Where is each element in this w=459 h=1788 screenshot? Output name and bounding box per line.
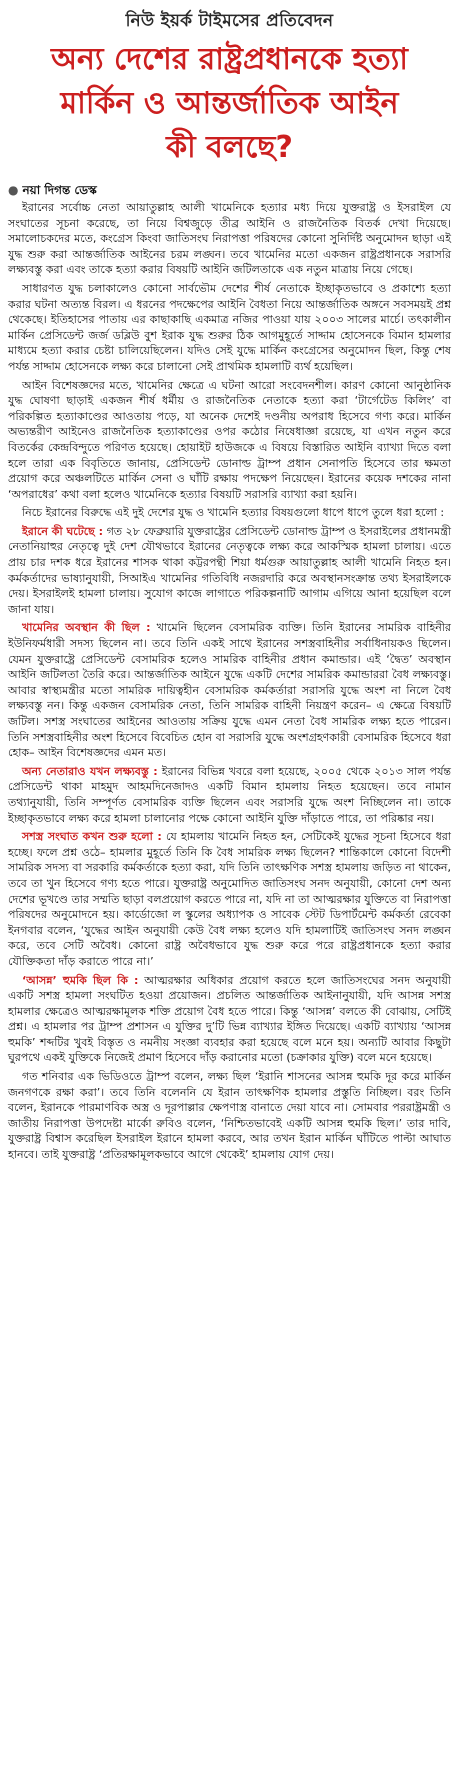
subheading: অন্য নেতারাও যখন লক্ষ্যবস্তু : [22, 764, 158, 778]
subheading: সশস্ত্র সংঘাত কখন শুরু হলো : [22, 830, 162, 844]
section-text: আত্মরক্ষার অধিকার প্রয়োগ করতে হলে জাতিসংঘের সনদ অনুযায়ী একটি সশস্ত্র হামলা সংঘটিত হওয়া প্রয়োজন। প্রচলিত আন্তর্জাতিক আইনানুযায়ী, যদি আসন্ন সশস্ত্র হামলার ক্ষেত্রেও আত্মরক্ষামূলক শক্তি প্রয়োগ বৈধ হতে পারে। কিন্তু ‘আসন্ন’ বলতে কী বোঝায়, সেটিই প্রশ্ন। এ হামলার পর ট্রাম্প প্রশাসন এ যুক্তির দু’টি ভিন্ন ব্যাখ্যার ইঙ্গিত দিয়েছে। একটি ব্যাখ্যায় ‘আসন্ন হুমকি’ শব্দটির খুবই বিস্তৃত ও নমনীয় সংজ্ঞা ব্যবহার করা হয়েছে বলে মনে হয়। অন্যটি আবার কিছুটা ঘুরপথে একই যুক্তিকে নিজেই প্রমাণ হিসেবে দাঁড় করানোর মতো (চক্রাকার যুক্তি) বলে মনে হয়েছে। [8, 973, 452, 1065]
section-what-happened [8, 524, 451, 618]
bullet-icon: ● [8, 183, 19, 197]
section-text: খামেনি ছিলেন বেসামরিক ব্যক্তি। তিনি ইরানের সামরিক বাহিনীর ইউনিফর্মধারী সদস্য ছিলেন না। তবে তিনি একই সাথে ইরানের সশস্ত্রবাহিনীর সর্বাধিনায়কও ছিলেন। যেমন যুক্তরাষ্ট্রে প্রেসিডেন্ট বেসামরিক হলেও সামরিক বাহিনীর প্রধান কমান্ডার। এই ‘দ্বৈত’ অবস্থান আইনি জটিলতা তৈরি করে। আন্তর্জাতিক আইনে যুদ্ধে একটি দেশের সামরিক কমান্ডাররা বৈধ লক্ষ্যবস্তু। আবার স্বাস্থ্যমন্ত্রীর মতো সামরিক দায়িত্বহীন বেসামরিক কর্মকর্তারা সরাসরি যুদ্ধে অংশ না নিলে বৈধ লক্ষ্যবস্তু নন। কিন্তু একজন বেসামরিক নেতা, তিনি সামরিক বাহিনী নিয়ন্ত্রণ করেন– এ ক্ষেত্রে বিষয়টি জটিল। সশস্ত্র সংঘাতের আইনের আওতায় সক্রিয় যুদ্ধে এমন নেতা বৈধ সামরিক লক্ষ্য হতে পারেন। তিনি সশস্ত্রবাহিনীর অংশ হিসেবে বিবেচিত হোন বা সরাসরি যুদ্ধে অংশগ্রহণকারী বেসামরিক হিসেবে ধরা হোক– আইন বিশেষজ্ঞদের এমন মত। [8, 621, 451, 760]
section-khamenei-position [8, 620, 451, 760]
headline-line-3: কী বলছে? [166, 130, 293, 165]
paragraph: সাধারণত যুদ্ধ চলাকালেও কোনো সার্বভৌম দেশের শীর্ষ নেতাকে ইচ্ছাকৃতভাবে ও প্রকাশ্যে হত্যা করার ঘটনা অত্যন্ত বিরল। এ ধরনের পদক্ষেপের আইনি বৈধতা নিয়ে আন্তর্জাতিক অঙ্গনে সবসময়ই প্রশ্ন থেকেছে। ইতিহাসের পাতায় এর কাছাকাছি একমাত্র নজির পাওয়া যায় ২০০৩ সালের মার্চে। তৎকালীন মার্কিন প্রেসিডেন্ট জর্জ ডব্লিউ বুশ ইরাক যুদ্ধ শুরুর ঠিক আগমুহূর্তে সাদ্দাম হোসেনকে বিমান হামলার মাধ্যমে হত্যা করার চেষ্টা চালিয়েছিলেন। যদিও সেই যুদ্ধে মার্কিন কংগ্রেসের অনুমোদন ছিল, কিন্তু শেষ পর্যন্ত সাদ্দাম হোসেনকে লক্ষ্য করে চালানো সেই প্রাথমিক হামলাটি ব্যর্থ হয়েছিল। [8, 281, 451, 373]
closing-paragraph: গত শনিবার এক ভিডিওতে ট্রাম্প বলেন, লক্ষ্য ছিল ‘ইরানি শাসনের আসন্ন হুমকি দূর করে মার্কিন জনগণকে রক্ষা করা’। তবে তিনি বলেননি যে ইরান তাৎক্ষণিক হামলার প্রস্তুতি নিচ্ছিল। বরং তিনি বলেন, ইরানকে পারমাণবিক অস্ত্র ও দূরপাল্লার ক্ষেপণাস্ত্র বানাতে দেয়া যাবে না। সোমবার পররাষ্ট্রমন্ত্রী ও জাতীয় নিরাপত্তা উপদেষ্টা মার্কো রুবিও বলেন, ‘নিশ্চিতভাবেই একটি আসন্ন হুমকি ছিল।’ তার দাবি, যুক্তরাষ্ট্র বিশ্বাস করেছিল ইসরাইল ইরানে হামলা করবে, আর তখন ইরান মার্কিন ঘাঁটিতে পাল্টা আঘাত হানবে। তাই যুক্তরাষ্ট্র ‘প্রতিরক্ষামূলকভাবে আগে থেকেই’ হামলায় যোগ দেয়। [8, 1070, 451, 1162]
section-text: গত ২৮ ফেব্রুয়ারি যুক্তরাষ্ট্রের প্রেসিডেন্ট ডোনাল্ড ট্রাম্প ও ইসরাইলের প্রধানমন্ত্রী নেতানিয়াহুর নেতৃত্বে দুই দেশ যৌথভাবে ইরানের নেতৃত্বকে লক্ষ্য করে আকস্মিক হামলা চালায়। এতে প্রায় চার দশক ধরে ইরানের শাসক থাকা কট্টরপন্থী শিয়া ধর্মগুরু আয়াতুল্লাহ আলী খামেনি নিহত হন। কর্মকর্তাদের ভাষ্যানুযায়ী, সিআইএ খামেনির গতিবিধি নজরদারি করে অবস্থানসংক্রান্ত তথ্য ইসরাইলকে দেয়। ইসরাইলই হামলা চালায়। সুযোগ কাজে লাগাতে পরিকল্পনাটি আগাম এগিয়ে আনা হয়েছিল বলে জানা যায়। [8, 524, 451, 616]
subheading: ইরানে কী ঘটেছে : [22, 524, 104, 538]
subheading: ‘আসন্ন’ হুমকি ছিল কি : [22, 973, 139, 987]
kicker: নিউ ইয়র্ক টাইমসের প্রতিবেদন [125, 11, 334, 31]
article-body [8, 200, 451, 1163]
section-armed-conflict [8, 829, 451, 969]
section-other-leaders [8, 764, 451, 826]
headline [8, 38, 451, 170]
subheading: খামেনির অবস্থান কী ছিল : [22, 621, 151, 635]
byline [8, 182, 451, 198]
paragraph: নিচে ইরানের বিরুদ্ধে এই দুই দেশের যুদ্ধ ও খামেনি হত্যার বিষয়গুলো ধাপে ধাপে তুলে ধরা হলো : [22, 506, 445, 520]
section-text: ইরানের বিভিন্ন খবরে বলা হয়েছে, ২০০৫ থেকে ২০১৩ সাল পর্যন্ত প্রেসিডেন্ট থাকা মাহমুদ আহমদিনেজাদও একটি বিমান হামলায় নিহত হয়েছেন। তবে নামান তথ্যানুযায়ী, তিনি সম্পূর্ণত বেসামরিক ব্যক্তি ছিলেন এবং সরাসরি যুদ্ধে অংশ নিচ্ছিলেন না। তাকে ইচ্ছাকৃতভাবে লক্ষ্য করে হামলা চালানোর পক্ষে কোনো আইনি যুক্তি দাঁড়াতে পারে, তা পরিষ্কার নয়। [8, 764, 451, 825]
headline-line-2: মার্কিন ও আন্তর্জাতিক আইন [60, 86, 399, 121]
byline-text: নয়া দিগন্ত ডেস্ক [22, 183, 97, 197]
section-imminent-threat [8, 973, 451, 1067]
headline-line-1: অন্য দেশের রাষ্ট্রপ্রধানকে হত্যা [50, 42, 408, 77]
paragraph: আইন বিশেষজ্ঞদের মতে, খামেনির ক্ষেত্রে এ ঘটনা আরো সংবেদনশীল। কারণ কোনো আনুষ্ঠানিক যুদ্ধ ঘোষণা ছাড়াই একজন শীর্ষ ধর্মীয় ও রাজনৈতিক নেতাকে হত্যা করা ‘টার্গেটেড কিলিং’ বা পরিকল্পিত হত্যাকাণ্ডের আওতায় পড়ে, যা অনেক দেশেই দণ্ডনীয় অপরাধ হিসেবে গণ্য করে। মার্কিন অভ্যন্তরীণ আইনেও রাজনৈতিক হত্যাকাণ্ডের ওপর কঠোর নিষেধাজ্ঞা রয়েছে, যা এখন নতুন করে বিতর্কের কেন্দ্রবিন্দুতে পরিণত হয়েছে। হোয়াইট হাউজকে এ বিষয়ে বিস্তারিত আইনি ব্যাখ্যা দিতে বলা হলে তারা এক বিবৃতিতে জানায়, প্রেসিডেন্ট ডোনাল্ড ট্রাম্প প্রধান সেনাপতি হিসেবে তার ক্ষমতা প্রয়োগ করে অঞ্চলটিতে মার্কিন সেনা ও ঘাঁটি রক্ষায় পদক্ষেপ নিয়েছেন। ইরানের কয়েক দশকের নানা ‘অপরাধের’ কথা বলা হলেও খামেনিকে হত্যার বিষয়টি সরাসরি ব্যাখ্যা করা হয়নি। [8, 378, 451, 501]
section-text: যে হামলায় খামেনি নিহত হন, সেটিকেই যুদ্ধের সূচনা হিসেবে ধরা হচ্ছে। ফলে প্রশ্ন ওঠে– হামলার মুহূর্তে তিনি কি বৈধ সামরিক লক্ষ্য ছিলেন? শান্তিকালে কোনো বিদেশী সামরিক সদস্য বা সরকারি কর্মকর্তাকে হত্যা করা, যদি তিনি তাৎক্ষণিক সশস্ত্র হামলায় জড়িত না থাকেন, তবে তা খুন হিসেবে গণ্য হতে পারে। যুক্তরাষ্ট্র অনুমোদিত জাতিসংঘ সনদ অনুযায়ী, কোনো দেশ অন্য দেশের ভূখণ্ডে তার সম্মতি ছাড়া বলপ্রয়োগ করতে পারে না, যদি না তা আত্মরক্ষার যুক্তিতে বা নিরাপত্তা পরিষদের অনুমোদনে হয়। কার্ডোজো ল স্কুলের অধ্যাপক ও সাবেক স্টেট ডিপার্টমেন্ট কর্মকর্তা রেবেকা ইনগবার বলেন, ‘যুদ্ধের আইন অনুযায়ী কেউ বৈধ লক্ষ্য হলেও যদি হামলাটিই জাতিসংঘ সনদ লঙ্ঘন করে, তবে সেটি অবৈধ। কোনো রাষ্ট্র অবৈধভাবে যুদ্ধ শুরু করে পরে রাষ্ট্রপ্রধানকে হত্যা করার যৌক্তিকতা দাঁড় করাতে পারে না।’ [8, 830, 451, 968]
paragraph: ইরানের সর্বোচ্চ নেতা আয়াতুল্লাহ আলী খামেনিকে হত্যার মধ্য দিয়ে যুক্তরাষ্ট্র ও ইসরাইল যে সংঘাতের সূচনা করেছে, তা নিয়ে বিশ্বজুড়ে তীব্র আইনি ও রাজনৈতিক বিতর্ক দেখা দিয়েছে। সমালোচকদের মতে, কংগ্রেস কিংবা জাতিসংঘ নিরাপত্তা পরিষদের কোনো সুনির্দিষ্ট অনুমোদন ছাড়া এই যুদ্ধ শুরু করা আন্তর্জাতিক আইনের চরম লঙ্ঘন। তবে খামেনির মতো একজন রাষ্ট্রপ্রধানকে সরাসরি লক্ষ্যবস্তু করা এবং তাকে হত্যা করার বিষয়টি আইনি জটিলতাকে এক নতুন মাত্রায় নিয়ে গেছে। [8, 201, 451, 277]
